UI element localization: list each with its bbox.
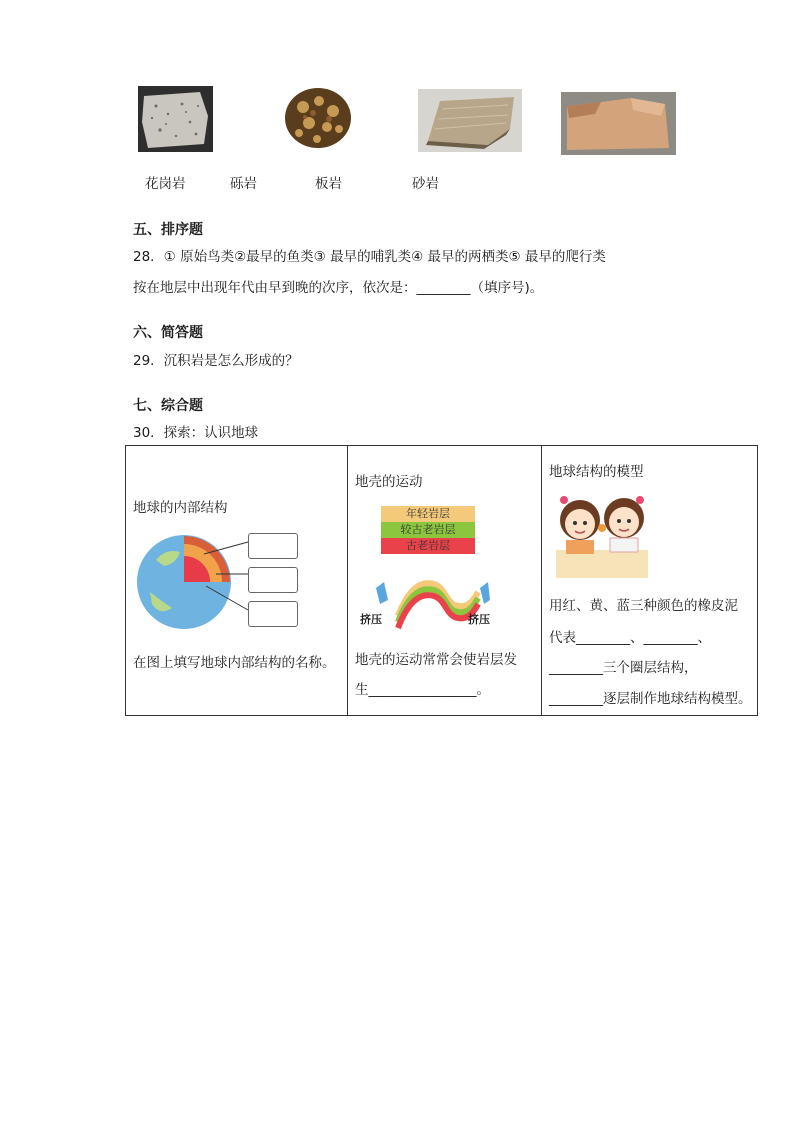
earth-model-cell: [542, 446, 758, 716]
rock-layer-oldest: 古老岩层: [381, 538, 475, 554]
question-28-text: 28．① 原始鸟类②最早的鱼类③ 最早的哺乳类④ 最早的两栖类⑤ 最早的爬行类: [133, 249, 606, 265]
sandstone-photo: [561, 92, 676, 155]
crust-answer-box[interactable]: [248, 533, 298, 559]
question-28-instruction: 按在地层中出现年代由早到晚的次序，依次是：________（填序号)。: [133, 280, 544, 296]
slate-photo: [418, 89, 522, 152]
crust-movement-text-line1: 地壳的运动常常会使岩层发: [355, 652, 517, 668]
rock-label-slate: 板岩: [315, 176, 342, 192]
press-label-left: 挤压: [360, 613, 382, 626]
press-label-right: 挤压: [468, 613, 490, 626]
crust-movement-text-line2: 生________________。: [355, 682, 490, 698]
rock-layer-older: 较古老岩层: [381, 522, 475, 538]
earth-interior-cell: [126, 446, 348, 716]
earth-model-line1: 用红、黄、蓝三种颜色的橡皮泥: [549, 598, 738, 614]
conglomerate-photo: [283, 83, 353, 151]
question-29-text: 29．沉积岩是怎么形成的？: [133, 353, 299, 369]
section-6-heading: 六、简答题: [133, 325, 203, 341]
section-5-heading: 五、排序题: [133, 222, 203, 238]
rock-label-sandstone: 砂岩: [412, 176, 439, 192]
earth-interior-title: 地球的内部结构: [133, 500, 228, 516]
core-answer-box[interactable]: [248, 601, 298, 627]
earth-model-line3: ________三个圈层结构，: [549, 660, 698, 676]
rock-label-granite: 花岗岩: [145, 176, 186, 192]
granite-photo: [138, 86, 213, 152]
earth-model-line4: ________逐层制作地球结构模型。: [549, 691, 752, 707]
children-illustration: [556, 488, 648, 578]
rock-label-conglomerate: 砾岩: [230, 176, 257, 192]
crust-movement-title: 地壳的运动: [355, 474, 423, 490]
earth-model-title: 地球结构的模型: [549, 464, 644, 480]
question-30-text: 30．探索：认识地球: [133, 425, 259, 441]
crust-movement-cell: [348, 446, 542, 716]
rock-layer-young: 年轻岩层: [381, 506, 475, 522]
earth-interior-instruction: 在图上填写地球内部结构的名称。: [133, 655, 336, 671]
earth-model-line2: 代表________、________、: [549, 630, 711, 646]
earth-exploration-table: [125, 445, 758, 716]
left-press-arrow: [376, 582, 388, 604]
section-7-heading: 七、综合题: [133, 398, 203, 414]
mantle-answer-box[interactable]: [248, 567, 298, 593]
right-press-arrow: [480, 582, 490, 604]
